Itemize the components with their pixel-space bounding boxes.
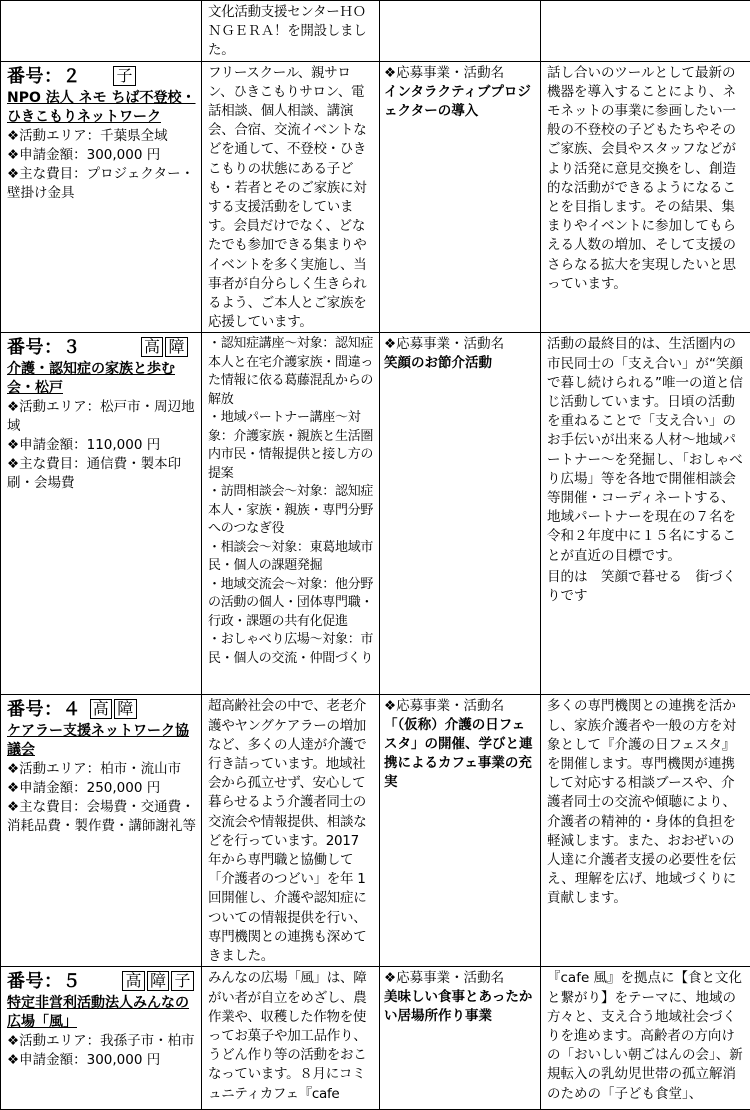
theme-label: ❖応募事業・活動名 bbox=[380, 695, 540, 716]
entry-number: 番号：２ 子 bbox=[7, 64, 196, 89]
cost-line: ❖主な費目：プロジェクター・壁掛け金具 bbox=[7, 165, 196, 203]
activity-cell bbox=[202, 61, 380, 333]
table-row-continued bbox=[1, 1, 750, 62]
org-cell bbox=[1, 695, 202, 967]
list-item: ・訪問相談会～対象：認知症本人・家族・親族・専門分野へのつなぎ役 bbox=[208, 483, 375, 539]
amount-line: ❖申請金額：300,000 円 bbox=[7, 146, 196, 165]
entry-number: 番号：４ 高 障 bbox=[7, 697, 196, 722]
theme-cell bbox=[380, 695, 541, 967]
theme-title: 美味しい食事とあったかい居場所作り事業 bbox=[380, 988, 540, 1026]
theme-label: ❖応募事業・活動名 bbox=[380, 967, 540, 988]
theme-label: ❖応募事業・活動名 bbox=[380, 62, 540, 83]
goal-text-2: 目的は 笑顔で暮せる 街づくりです bbox=[541, 566, 750, 606]
goal-text: 活動の最終目的は、生活圏内の市民同士の「支え合い」が“笑顔で暮し続けられる”唯一の道と信じ活動しています。日頃の活動を重ねることで「支え合い」のお手伝いが出来る人材～地域パートナー～を発掘し、「おしゃべり広場」等を各地で開催相談会等開催・コーディネートする、地域パートナーを現在の７名を令和２年度中に１５名にすることが直近の目標です。 bbox=[541, 333, 750, 565]
theme-title: 笑顔のお節介活動 bbox=[380, 354, 540, 373]
list-item: ・地域交流会～対象：他分野の活動の個人・団体専門職・行政・課題の共有化促進 bbox=[208, 576, 375, 632]
category-tag: 高 bbox=[90, 699, 113, 719]
amount-line: ❖申請金額：110,000 円 bbox=[7, 436, 196, 455]
table-row bbox=[1, 61, 750, 333]
table-row bbox=[1, 333, 750, 695]
activity-cell-continued bbox=[202, 1, 380, 62]
activity-text: 超高齢社会の中で、老老介護やヤングケアラーの増加など、多くの人達が介護で行き詰っています。地域社会から孤立せず、安心して暮らせるよう介護者同士の交流会や情報提供、相談などを行っています。2017 年から専門職と協働して「介護者のつどい」を年 1 回開催し、介護や認知症についての情報提供を行い、専門機関との連携も深めてきました。 bbox=[202, 695, 379, 966]
area-line: ❖活動エリア：柏市・流山市 bbox=[7, 760, 196, 779]
category-tag: 障 bbox=[147, 971, 170, 991]
org-cell bbox=[1, 61, 202, 333]
area-line: ❖活動エリア：我孫子市・柏市 bbox=[7, 1032, 196, 1051]
activity-cell bbox=[202, 333, 380, 695]
theme-cell bbox=[380, 967, 541, 1110]
activity-text: フリースクール、親サロン、ひきこもりサロン、電話相談、個人相談、講演会、合宿、交流イベントなどを通して、不登校・ひきこもりの状態にある子ども・若者とそのご家族に対する支援活動をしています。会員だけでなく、どなたでも参加できる集まりやイベントを多く実施し、当事者が自分らしく生きられるよう、ご本人とご家族を応援しています。 bbox=[202, 62, 379, 333]
theme-title: 「（仮称）介護の日フェスタ」の開催、学びと連携によるカフェ事業の充実 bbox=[380, 716, 540, 792]
category-tag: 子 bbox=[171, 971, 194, 991]
theme-cell-continued bbox=[380, 1, 541, 62]
org-cell bbox=[1, 333, 202, 695]
list-item: ・地域パートナー講座～対象：介護家族・親族と生活圏内市民・情報提供と接し方の提案 bbox=[208, 409, 375, 483]
list-item: ・認知症講座～対象：認知症本人と在宅介護家族・間違った情報に依る葛藤混乱からの解放 bbox=[208, 335, 375, 409]
category-tag: 障 bbox=[114, 699, 137, 719]
goal-cell bbox=[541, 333, 750, 695]
goal-cell bbox=[541, 967, 750, 1110]
goal-text: 話し合いのツールとして最新の機器を導入することにより、ネモネットの事業に参画したい一般の不登校の子どもたちやそのご家族、会員やスタッフなどがより活発に意見交換をし、創造的な活動ができるようになることを目指します。その結果、集まりやイベントに参加してもらえる人数の増加、そして支援のさらなる拡大を実現したいと思っています。 bbox=[541, 62, 750, 294]
org-name: NPO 法人 ネモ ちば不登校・ひきこもりネットワーク bbox=[7, 89, 196, 127]
cost-line: ❖主な費目：通信費・製本印刷・会場費 bbox=[7, 455, 196, 493]
theme-title: インタラクティブプロジェクターの導入 bbox=[380, 83, 540, 121]
org-name: 特定非営利活動法人みんなの広場「風」 bbox=[7, 994, 196, 1032]
list-item: ・相談会～対象：東葛地域市民・個人の課題発掘 bbox=[208, 539, 375, 576]
theme-cell bbox=[380, 61, 541, 333]
goal-cell bbox=[541, 695, 750, 967]
activity-text: 文化活動支援センターＨＯＮＧＥＲＡ！を開設しました。 bbox=[202, 1, 379, 61]
area-line: ❖活動エリア：千葉県全域 bbox=[7, 127, 196, 146]
entry-number: 番号：３ 高 障 bbox=[7, 335, 196, 360]
org-cell-continued bbox=[1, 1, 202, 62]
table-row bbox=[1, 967, 750, 1110]
category-tag: 高 bbox=[141, 337, 164, 357]
goal-text: 『cafe 風』を拠点に【食と文化と繋がり】をテーマに、地域の方々と、支え合う地域社会づくりを進めます。高齢者の方向けの「おいしい朝ごはんの会」、新規転入の乳幼児世帯の孤立解消のための「子ども食堂」、 bbox=[541, 967, 750, 1103]
goal-text: 多くの専門機関との連携を活かし、家族介護者や一般の方を対象として『介護の日フェスタ』を開催します。専門機関が連携して対応する相談ブースや、介護者同士の交流や傾聴により、介護者の精神的・身体的負担を軽減します。また、おおぜいの人達に介護者支援の必要性を伝え、理解を広げ、地域づくりに貢献します。 bbox=[541, 695, 750, 908]
org-name: ケアラー支援ネットワーク協議会 bbox=[7, 722, 196, 760]
goal-cell-continued bbox=[541, 1, 750, 62]
theme-label: ❖応募事業・活動名 bbox=[380, 333, 540, 354]
org-cell bbox=[1, 967, 202, 1110]
activity-list bbox=[202, 333, 379, 668]
category-tag: 高 bbox=[122, 971, 145, 991]
table-row bbox=[1, 695, 750, 967]
category-tag: 障 bbox=[165, 337, 188, 357]
cost-line: ❖主な費目：会場費・交通費・消耗品費・製作費・講師謝礼等 bbox=[7, 798, 196, 836]
category-tag: 子 bbox=[113, 66, 136, 86]
org-name: 介護・認知症の家族と歩む会・松戸 bbox=[7, 360, 196, 398]
amount-line: ❖申請金額：250,000 円 bbox=[7, 779, 196, 798]
activity-cell bbox=[202, 967, 380, 1110]
entry-number: 番号：５ 高 障 子 bbox=[7, 969, 196, 994]
amount-line: ❖申請金額：300,000 円 bbox=[7, 1051, 196, 1070]
goal-cell bbox=[541, 61, 750, 333]
list-item: ・おしゃべり広場～対象：市民・個人の交流・仲間づくり bbox=[208, 631, 375, 668]
area-line: ❖活動エリア：松戸市・周辺地域 bbox=[7, 398, 196, 436]
activity-text: みんなの広場「風」は、障がい者が自立をめざし、農作業や、収穫した作物を使ってお菓子や加工品作り、うどん作り等の活動をおこなっています。８月にコミュニティカフェ『cafe bbox=[202, 967, 379, 1103]
activity-cell bbox=[202, 695, 380, 967]
theme-cell bbox=[380, 333, 541, 695]
